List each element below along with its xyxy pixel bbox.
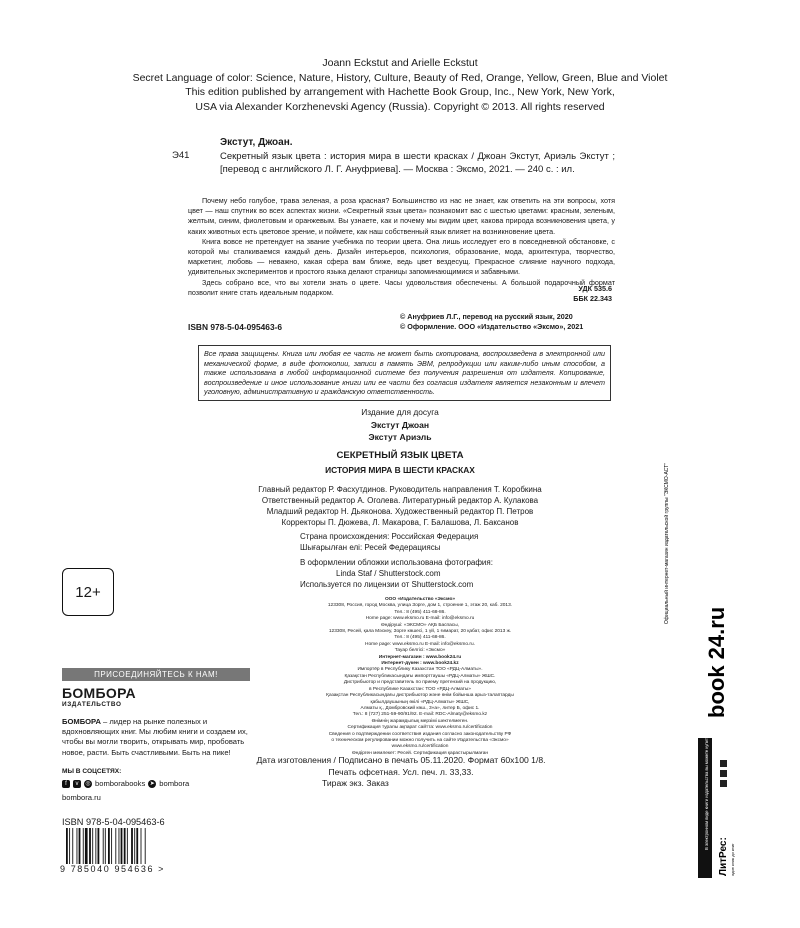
book24-logo[interactable] xyxy=(686,606,746,720)
litres-tag: один клик до книг xyxy=(730,843,735,876)
publisher-website[interactable]: bombora.ru xyxy=(62,793,101,802)
publisher-line: қабылдаушының өкілі «РДЦ-Алматы» ЖШС, xyxy=(370,699,470,705)
publisher-line: Дистрибьютор и представитель по приему претензий на продукцию, xyxy=(343,680,497,686)
udk-code: УДК 535.6 xyxy=(578,284,612,293)
publisher-line: 123308, Россия, город Москва, улица Зорге, дом 1, строение 1, этаж 20, каб. 2013. xyxy=(327,603,513,609)
imprint-title: СЕКРЕТНЫЙ ЯЗЫК ЦВЕТА xyxy=(336,450,464,461)
social-handle[interactable]: bombora xyxy=(159,779,190,788)
editorial-credits xyxy=(200,484,600,528)
publisher-line: ООО «Издательство «Эксмо» xyxy=(384,597,456,602)
print-run: Тираж экз. Заказ xyxy=(322,778,389,788)
country-kz: Шығарылған елі: Ресей Федерациясы xyxy=(300,543,441,552)
telegram-icon[interactable]: ➤ xyxy=(149,780,155,787)
credit-line: Корректоры П. Дюжева, Л. Макарова, Г. Балашова, Л. Баксанов xyxy=(281,518,519,527)
social-handle-books[interactable]: bomborabooks xyxy=(95,779,146,788)
annotation xyxy=(188,196,615,298)
original-arrangement: This edition published by arrangement with Hachette Book Group, Inc., New York, New York, xyxy=(185,86,615,98)
annotation-paragraph: Почему небо голубое, трава зеленая, а роза красная? Большинство из нас не знает, как ответить на эти вопросы, хотя цвет — наш спутник во всех аспектах жизни. «Секретный язык цвета» познакомит вас с шестью цветами: красным, зеленым, желтым, синим, фиолетовым и оранжевым. Вы узнаете, как и почему мы видим цвет, какова природа возникновения цвета, у каких животных есть цветовое зрение, и поймете, как наш собственный язык влияет на возникновение цвета. xyxy=(188,196,615,236)
bbk-code: ББК 22.343 xyxy=(573,294,612,303)
litres-logo: ЛитРес: xyxy=(718,837,729,876)
imprint-author-2: Экстут Ариэль xyxy=(368,432,432,442)
publisher-line: Қазақстан Республикасындағы дистрибьютор және өнім бойынша арыз-талаптарды xyxy=(326,693,514,699)
catalog-author-heading: Экстут, Джоан. xyxy=(220,137,293,148)
credit-line: Ответственный редактор А. Оголева. Литературный редактор А. Кулакова xyxy=(261,496,539,505)
publisher-line: www.eksmo.ru/certification xyxy=(391,744,449,750)
imprint-author-1: Экстут Джоан xyxy=(370,420,430,430)
rights-notice: Все права защищены. Книга или любая ее часть не может быть скопирована, воспроизведена в электронной или механической форме, в виде фотокопии, записи в память ЭВМ, репродукции или каким-либо иным способом, а также использована в любой информационной системе без получения разрешения от издателя. Копирование, воспроизведение и иное использование книги или ее части без согласия издателя является незаконным и влечет уголовную, административную и гражданскую ответственность. xyxy=(204,349,605,397)
promo-brand: БОМБОРА xyxy=(62,717,101,726)
instagram-icon[interactable]: ◎ xyxy=(85,780,91,787)
publisher-line: Алматы қ., Домбровский көш., 3«а», литер Б, офис 1. xyxy=(360,705,480,711)
catalog-code: Э41 xyxy=(172,150,190,161)
country-ru: Страна происхождения: Российская Федерация xyxy=(300,532,479,541)
publisher-promo xyxy=(62,717,250,758)
promo-text: – лидер на рынке полезных и вдохновляющих книг. Мы любим книги и создаем их, чтобы вы могли творить, открывать мир, пробовать новое, расти. Быть счастливыми. Быть на пике! xyxy=(62,717,248,757)
classification-codes xyxy=(520,284,612,304)
publisher-line: Тел.: 8 (495) 411-68-86. xyxy=(394,609,446,615)
annotation-paragraph: Здесь собрано все, что вы хотели знать о цвете. Часы удовольствия обеспечены. А большой подарочный формат позволит книге стать идеальным подарком. xyxy=(188,277,615,297)
copyright-design: © Оформление. ООО «Издательство «Эксмо», 2021 xyxy=(400,322,584,331)
publisher-line: Сведения о подтверждении соответствия издания согласно законодательству РФ xyxy=(328,731,512,737)
bibliographic-description: Секретный язык цвета : история мира в шести красках / Джоан Экстут, Ариэль Экстут ; [перевод с английского Л. Г. Ануфриева]. — Москва : Эксмо, 2021. — 240 с. : ил. xyxy=(220,151,615,175)
print-info xyxy=(256,755,546,790)
publisher-line: Сертификация туралы ақпарат сайтта: www.eksmo.ru/certification xyxy=(347,725,493,731)
join-banner: ПРИСОЕДИНЯЙТЕСЬ К НАМ! xyxy=(62,668,250,681)
credit-line: Главный редактор Р. Фасхутдинов. Руководитель направления Т. Коробкина xyxy=(258,485,542,494)
photo-line: Linda Staf / Shutterstock.com xyxy=(336,569,441,578)
original-copyright: USA via Alexander Korzhenevski Agency (Russia). Copyright © 2013. All rights reserved xyxy=(195,100,605,113)
publisher-line: Қазақстан Республикасындағы импорттаушы «РДЦ-Алматы» ЖШС. xyxy=(344,673,496,679)
barcode-isbn: ISBN 978-5-04-095463-6 xyxy=(62,817,165,827)
bombora-logo: БОМБОРА xyxy=(62,685,136,701)
publisher-line: Өндірген мемлекет: Ресей. Сертификация қарастырылмаған xyxy=(351,750,489,756)
litres-note: В электронном виде книги издательства вы можете купить на www.litres.ru xyxy=(704,705,709,850)
publisher-line: Өндіруші: «ЭКСМО» АҚБ Баспасы, xyxy=(381,622,459,628)
book24-text: book 24.ru xyxy=(704,606,729,718)
facebook-icon[interactable]: f xyxy=(62,780,70,788)
original-authors: Joann Eckstut and Arielle Eckstut xyxy=(322,57,478,69)
barcode xyxy=(64,828,174,866)
publisher-line: Home page: www.eksmo.ru E-mail: info@eksmo.ru xyxy=(365,616,475,622)
publisher-line: о техническом регулировании можно получить на сайте Издательства «Эксмо» xyxy=(331,737,509,743)
age-rating-badge: 12+ xyxy=(62,568,114,616)
copyright-translation: © Ануфриев Л.Г., перевод на русский язык, 2020 xyxy=(400,312,573,321)
publisher-line: Интернет-дүкен : www.book24.kz xyxy=(381,661,459,667)
logo-subtitle: ИЗДАТЕЛЬСТВО xyxy=(62,701,122,708)
barcode-digits: 9 785040 954636 > xyxy=(60,864,166,874)
publisher-line: Интернет-магазин : www.book24.ru xyxy=(378,654,462,660)
rights-notice-box xyxy=(198,345,611,401)
social-heading: МЫ В СОЦСЕТЯХ: xyxy=(62,768,122,775)
print-date: Дата изготовления / Подписано в печать 05.11.2020. Формат 60x100 1/8. xyxy=(256,755,546,765)
original-edition-info xyxy=(120,56,680,114)
imprint-subtitle: ИСТОРИЯ МИРА В ШЕСТИ КРАСКАХ xyxy=(325,465,475,475)
credit-line: Младший редактор Н. Дьяконова. Художественный редактор П. Петров xyxy=(266,507,534,516)
publisher-line: Тел.: 8 (495) 411-68-86. xyxy=(394,635,446,641)
publisher-line: Тел.: 8 (727) 251-59-90/91/92. E-mail: RDC-Almaty@eksmo.kz xyxy=(352,712,488,718)
vk-icon[interactable]: v xyxy=(73,780,81,788)
publisher-line: Өнімнің жарамдылық мерзімі шектелмеген. xyxy=(371,718,469,724)
photo-line: В оформлении обложки использована фотография: xyxy=(300,558,493,567)
country-of-origin xyxy=(300,531,478,553)
publisher-line: 123308, Ресей, қала Мәскеу, Зорге көшесі, 1 үй, 1 ғимарат, 20 қабат, офис 2013 ж. xyxy=(328,629,512,635)
publisher-line: Тауар белгісі: «Эксмо» xyxy=(394,648,446,654)
android-icon xyxy=(720,770,727,777)
publisher-line: в Республике Казахстан: ТОО «РДЦ-Алматы» xyxy=(369,686,471,692)
publisher-info xyxy=(300,597,540,757)
print-method: Печать офсетная. Усл. печ. л. 33,33. xyxy=(328,766,474,777)
annotation-paragraph: Книга вовсе не претендует на звание учебника по теории цвета. Она лишь исследует его в повседневной обстановке, с которой мы сталкиваемся каждый день. Дизайн интерьеров, психология, образование, мода, архитектура, творчество, маркетинг, любовь — неважно, какая сфера вам ближе, ведь цвет вездесущ. Прекрасное слияние научного подхода, удивительных экспериментов и простого языка делают страницы запоминающимися и забавными. xyxy=(188,236,615,277)
publisher-line: Home page: www.eksmo.ru E-mail: info@eksmo.ru. xyxy=(365,641,475,647)
social-links xyxy=(62,779,189,788)
photo-line: Используется по лицензии от Shutterstock.com xyxy=(300,580,474,589)
isbn-main: ISBN 978-5-04-095463-6 xyxy=(188,322,283,332)
app-store-icon xyxy=(720,760,727,767)
litres-panel[interactable] xyxy=(690,705,744,878)
shop-note-text: Официальный интернет-магазин издательской группы "ЭКСМО-АСТ" xyxy=(664,463,670,624)
windows-icon xyxy=(720,780,727,787)
copyright-block xyxy=(400,312,615,332)
publisher-line: Импортёр в Республику Казахстан ТОО «РДЦ-Алматы». xyxy=(357,667,483,673)
original-title: Secret Language of color: Science, Nature, History, Culture, Beauty of Red, Orange, Yellow, Green, Blue and Violet xyxy=(132,71,668,84)
edition-type: Издание для досуга xyxy=(361,407,439,417)
cover-photo-credit xyxy=(300,557,493,590)
